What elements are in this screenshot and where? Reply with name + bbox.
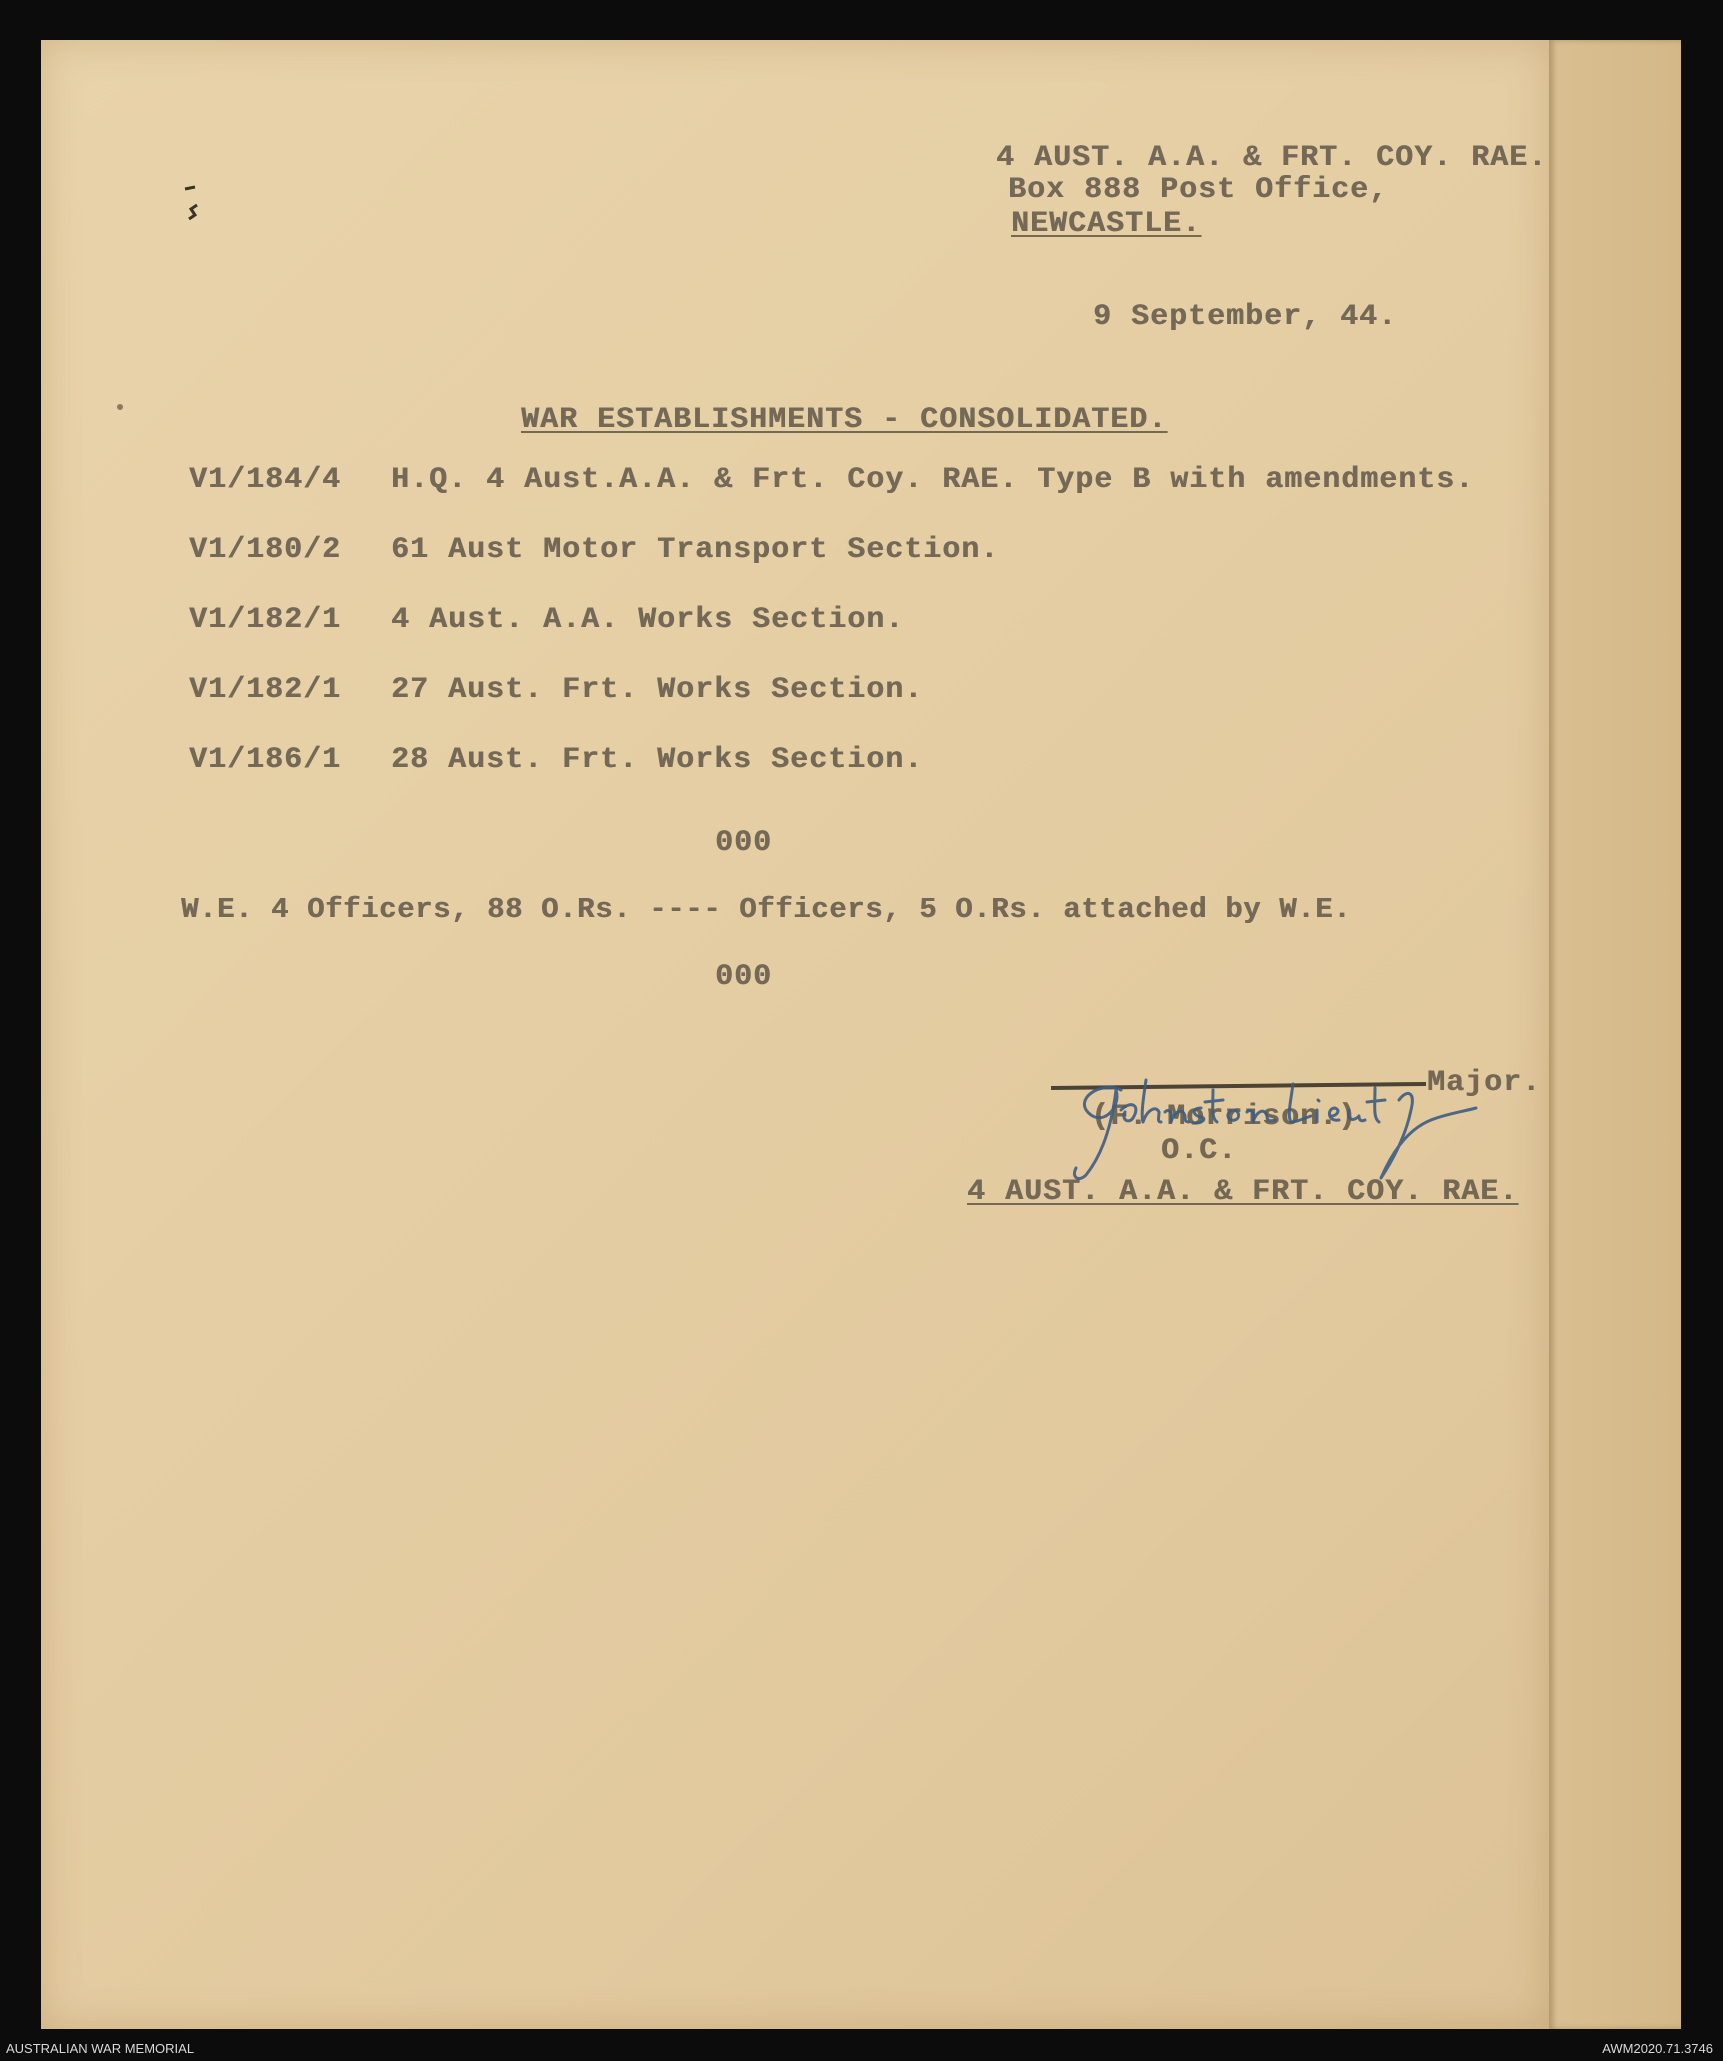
unit-header: 4 AUST. A.A. & FRT. COY. RAE. bbox=[996, 141, 1548, 175]
document-title: WAR ESTABLISHMENTS - CONSOLIDATED. bbox=[521, 403, 1168, 437]
city-line: NEWCASTLE. bbox=[1011, 207, 1202, 241]
archive-credit: AUSTRALIAN WAR MEMORIAL bbox=[6, 2041, 195, 2056]
document-date: 9 September, 44. bbox=[1093, 300, 1398, 334]
ink-dot-mark bbox=[115, 402, 125, 412]
separator-bottom: 000 bbox=[715, 960, 773, 994]
establishment-desc: 61 Aust Motor Transport Section. bbox=[391, 533, 1000, 567]
establishment-desc: 4 Aust. A.A. Works Section. bbox=[391, 603, 905, 637]
signoff-unit: 4 AUST. A.A. & FRT. COY. RAE. bbox=[967, 1175, 1519, 1209]
handwritten-signature bbox=[1061, 1060, 1561, 1190]
establishment-desc: H.Q. 4 Aust.A.A. & Frt. Coy. RAE. Type B with amendments. bbox=[391, 463, 1475, 497]
establishment-ref: V1/180/2 bbox=[189, 533, 342, 567]
strength-line: W.E. 4 Officers, 88 O.Rs. ---- Officers, 5 O.Rs. attached by W.E. bbox=[181, 893, 1352, 926]
signoff-name: (F. Morrison.) bbox=[1091, 1100, 1358, 1134]
signoff-rank: Major. bbox=[1427, 1066, 1542, 1100]
address-line: Box 888 Post Office, bbox=[1008, 173, 1389, 207]
ink-speck-mark bbox=[181, 185, 211, 225]
establishment-ref: V1/184/4 bbox=[189, 463, 342, 497]
establishment-desc: 27 Aust. Frt. Works Section. bbox=[391, 673, 924, 707]
separator-top: 000 bbox=[715, 826, 773, 860]
establishment-ref: V1/182/1 bbox=[189, 603, 342, 637]
archive-reference: AWM2020.71.3746 bbox=[1602, 2041, 1713, 2056]
establishment-desc: 28 Aust. Frt. Works Section. bbox=[391, 743, 924, 777]
establishment-ref: V1/186/1 bbox=[189, 743, 342, 777]
page-edge bbox=[1549, 40, 1681, 2029]
document-page bbox=[41, 40, 1549, 2029]
establishment-ref: V1/182/1 bbox=[189, 673, 342, 707]
signoff-role: O.C. bbox=[1161, 1134, 1238, 1168]
